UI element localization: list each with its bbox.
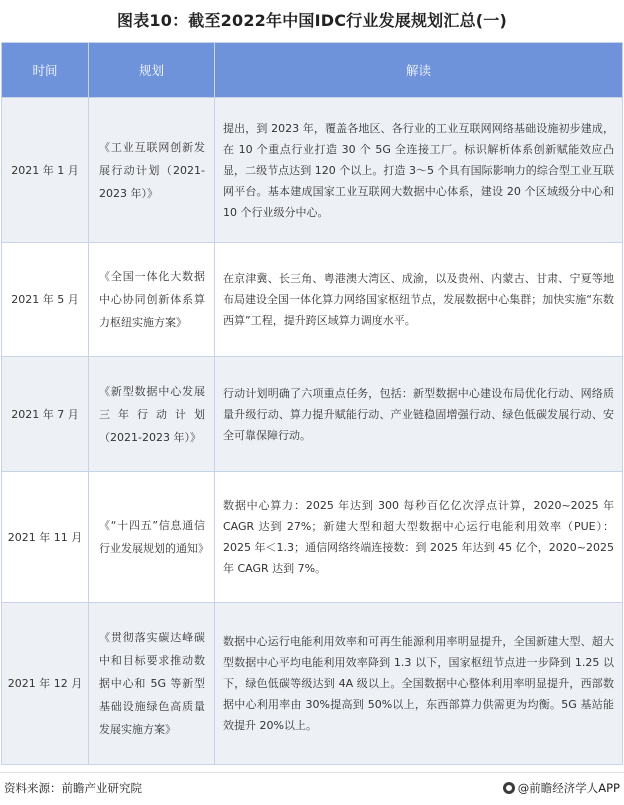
row-interpretation: 行动计划明确了六项重点任务，包括：新型数据中心建设布局优化行动、网络质量升级行动、算力提升赋能行动、产业链稳固增强行动、绿色低碳发展行动、安全可靠保障行动。 [215,357,623,472]
row-plan: 《全国一体化大数据中心协同创新体系算力枢纽实施方案》 [89,243,215,357]
header-plan: 规划 [89,43,215,98]
row-time: 2021 年 1 月 [2,98,89,243]
row-interpretation: 数据中心运行电能利用效率和可再生能源利用率明显提升，全国新建大型、超大型数据中心平均电能利用效率降到 1.3 以下，国家枢纽节点进一步降到 1.25 以下，绿色低碳等级达到 4A 级以上。全国数据中心整体利用率明显提升，西部数据中心利用率由 30%提高到 50%以上，东西部算力供需更为均衡。5G 基站能效提升 20%以上。 [215,603,623,765]
table-row [2,603,623,765]
table-header-row [2,43,623,98]
brand-logo-icon [503,782,515,794]
header-time: 时间 [2,43,89,98]
row-interpretation: 在京津冀、长三角、粤港澳大湾区、成渝，以及贵州、内蒙古、甘肃、宁夏等地布局建设全国一体化算力网络国家枢纽节点，发展数据中心集群；加快实施“东数西算”工程，提升跨区域算力调度水平。 [215,243,623,357]
row-time: 2021 年 11 月 [2,472,89,603]
brand-label: @前瞻经济学人APP [517,781,620,795]
table-row [2,98,623,243]
footer-divider [0,772,624,773]
policy-table [1,42,623,765]
source-note: 资料来源：前瞻产业研究院 [4,781,142,795]
row-plan: 《贯彻落实碳达峰碳中和目标要求推动数据中心和 5G 等新型基础设施绿色高质量发展实施方案》 [89,603,215,765]
table-row [2,357,623,472]
table-row [2,243,623,357]
row-time: 2021 年 7 月 [2,357,89,472]
row-plan: 《“十四五”信息通信行业发展规划的通知》 [89,472,215,603]
header-interpretation: 解读 [215,43,623,98]
row-plan: 《工业互联网创新发展行动计划（2021-2023 年）》 [89,98,215,243]
brand-credit [503,780,620,796]
row-time: 2021 年 5 月 [2,243,89,357]
chart-title: 图表10：截至2022年中国IDC行业发展规划汇总(一) [117,11,507,30]
footer [0,776,624,802]
row-interpretation: 提出，到 2023 年，覆盖各地区、各行业的工业互联网网络基础设施初步建成，在 10 个重点行业打造 30 个 5G 全连接工厂。标识解析体系创新赋能效应凸显，二级节点达到 120 个以上。打造 3～5 个具有国际影响力的综合型工业互联网平台。基本建成国家工业互联网大数据中心体系，建设 20 个区域级分中心和 10 个行业级分中心。 [215,98,623,243]
row-plan: 《新型数据中心发展三年行动计划（2021-2023 年）》 [89,357,215,472]
table-row [2,472,623,603]
row-time: 2021 年 12 月 [2,603,89,765]
row-interpretation: 数据中心算力：2025 年达到 300 每秒百亿亿次浮点计算，2020~2025 年 CAGR 达到 27%；新建大型和超大型数据中心运行电能利用效率（PUE）：2025 年＜1.3；通信网络终端连接数：到 2025 年达到 45 亿个，2020~2025 年 CAGR 达到 7%。 [215,472,623,603]
